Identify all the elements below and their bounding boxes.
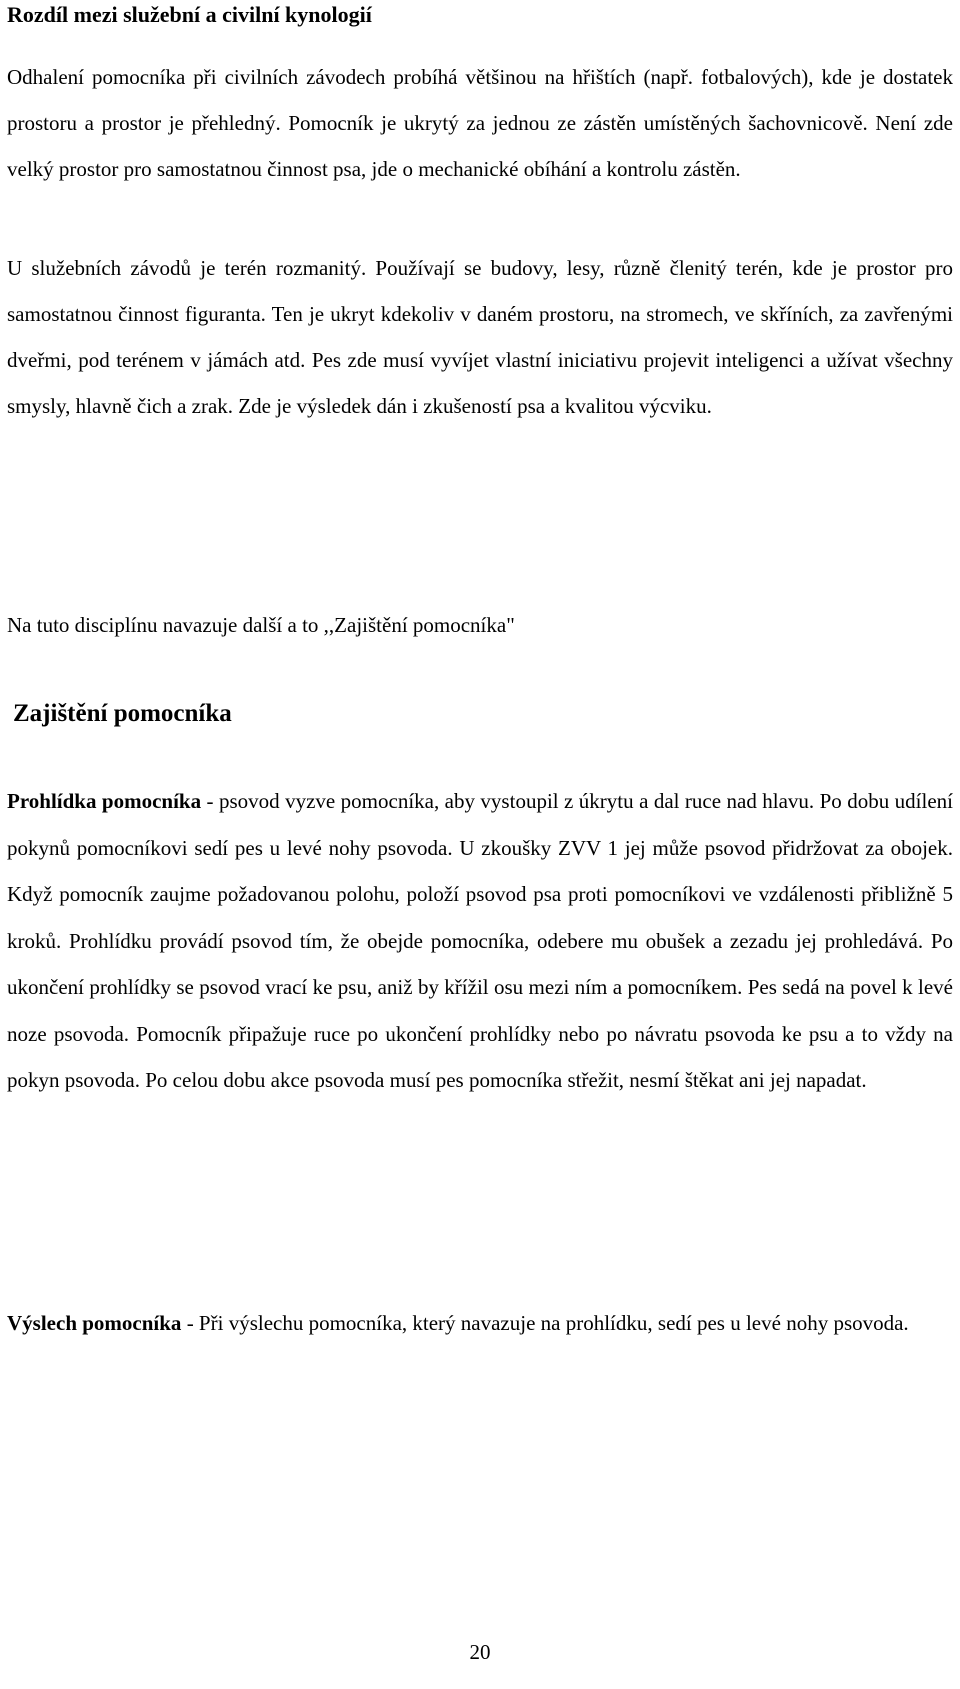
text-prohlidka: - psovod vyzve pomocníka, aby vystoupil z úkrytu a dal ruce nad hlavu. Po dobu udílení pokynů pomocníkovi sedí pes u levé nohy psovoda. U zkoušky ZVV 1 jej může psovod přidržovat za obojek. Když pomocník zaujme požadovanou polohu, položí psovod psa proti pomocníkovi ve vzdálenosti přibližně 5 kroků. Prohlídku provádí psovod tím, že obejde pomocníka, odebere mu obušek a zezadu jej prohledává. Po ukončení prohlídky se psovod vrací ke psu, aniž by křížil osu mezi ním a pomocníkem. Pes sedá na povel k levé noze psovoda. Pomocník připažuje ruce po ukončení prohlídky nebo po návratu psovoda ke psu a to vždy na pokyn psovoda. Po celou dobu akce psovoda musí pes pomocníka střežit, nesmí štěkat ani jej napadat.: [7, 789, 953, 1092]
page-number: 20: [469, 1640, 491, 1664]
paragraph-civil-search: Odhalení pomocníka při civilních závodech probíhá většinou na hřištích (např. fotbalových), kde je dostatek prostoru a prostor je přehledný. Pomocník je ukrytý za jednou ze zástěn umístěných šachovnicově. Není zde velký prostor pro samostatnou činnost psa, jde o mechanické obíhání a kontrolu zástěn.: [7, 65, 953, 181]
paragraph-transition: Na tuto disciplínu navazuje další a to ,,Zajištění pomocníka": [7, 613, 515, 637]
paragraph-service-search: U služebních závodů je terén rozmanitý. Používají se budovy, lesy, různě členitý terén, kde je prostor pro samostatnou činnost figuranta. Ten je ukryt kdekoliv v daném prostoru, na stromech, ve skříních, za zavřenými dveřmi, pod terénem v jámách atd. Pes zde musí vyvíjet vlastní iniciativu projevit inteligenci a užívat všechny smysly, hlavně čich a zrak. Zde je výsledek dán i zkušeností psa a kvalitou výcviku.: [7, 256, 953, 418]
text-vyslech: - Při výslechu pomocníka, který navazuje na prohlídku, sedí pes u levé nohy psovoda.: [181, 1311, 909, 1335]
term-vyslech: Výslech pomocníka: [7, 1311, 182, 1335]
paragraph-prohlidka: [7, 778, 953, 1104]
page-title: Rozdíl mezi služební a civilní kynologií: [7, 2, 372, 27]
paragraph-vyslech: [7, 1300, 953, 1346]
section-heading: Zajištění pomocníka: [13, 700, 232, 727]
term-prohlidka: Prohlídka pomocníka: [7, 789, 202, 813]
